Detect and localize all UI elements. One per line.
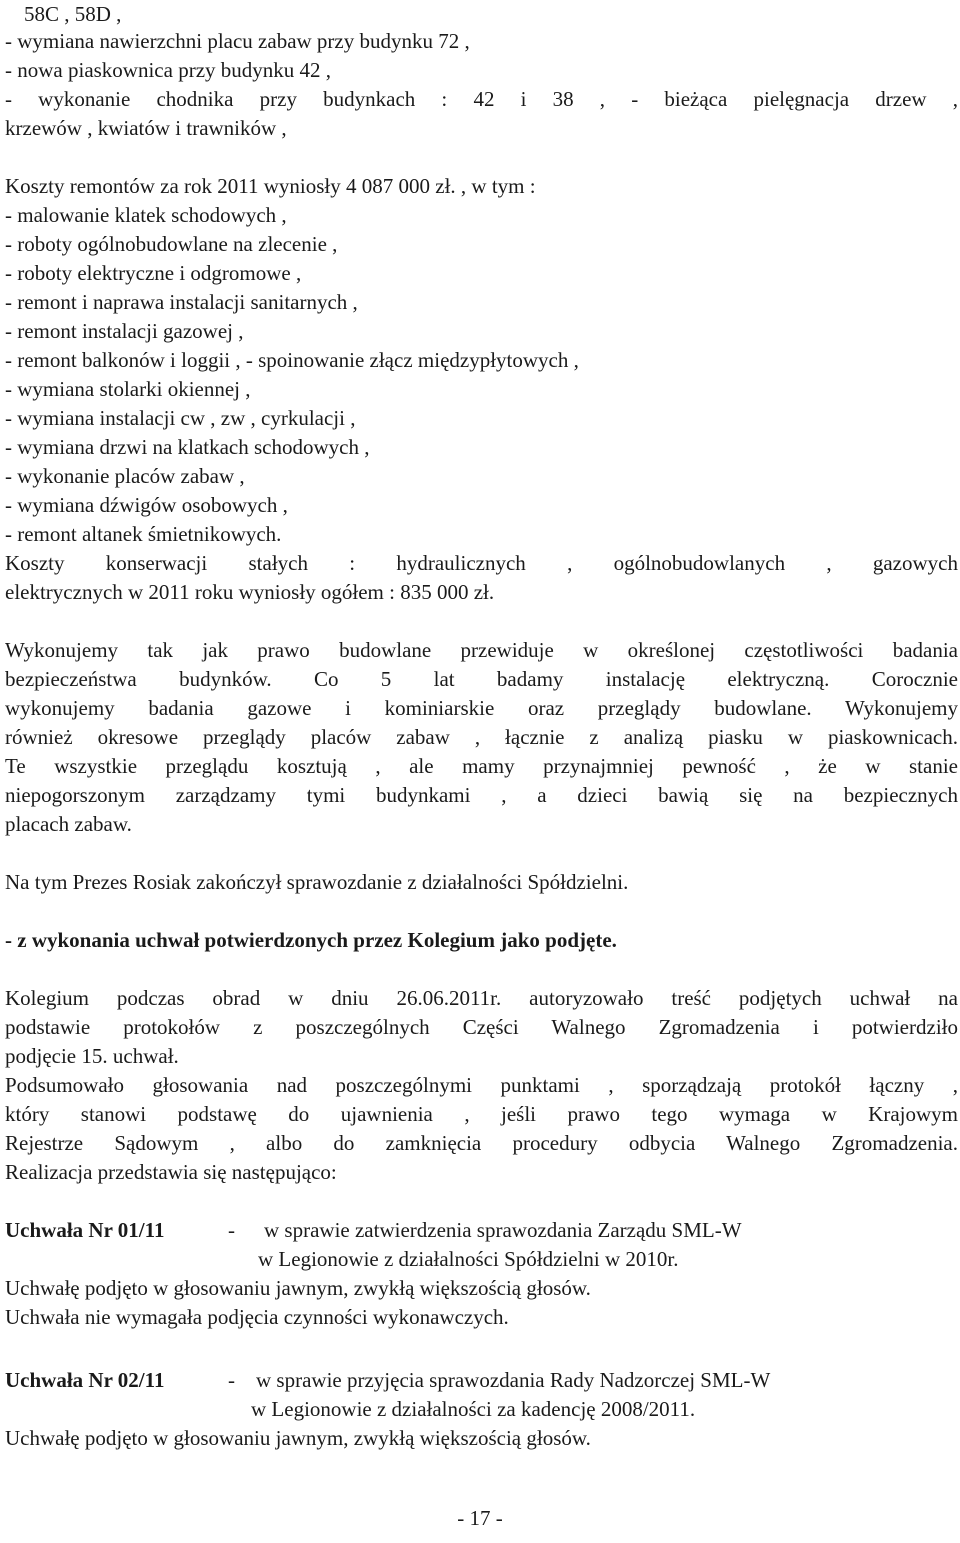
list-item: - roboty ogólnobudowlane na zlecenie ,: [5, 232, 338, 256]
paragraph-line: niepogorszonym zarządzamy tymi budynkami , a dzieci bawią się na bezpiecznych: [5, 783, 958, 807]
paragraph-line: Realizacja przedstawia się następująco:: [5, 1160, 337, 1184]
list-item: - wykonanie placów zabaw ,: [5, 464, 245, 488]
paragraph-line: Te wszystkie przeglądu kosztują , ale mamy przynajmniej pewność , że w stanie: [5, 754, 958, 778]
list-item: - remont balkonów i loggii , - spoinowanie złącz międzypłytowych ,: [5, 348, 579, 372]
resolution-note: Uchwałę podjęto w głosowaniu jawnym, zwykłą większością głosów.: [5, 1276, 591, 1300]
resolution-dash: -: [228, 1368, 235, 1392]
list-item: - wykonanie chodnika przy budynkach : 42 i 38 , - bieżąca pielęgnacja drzew ,: [5, 87, 958, 111]
list-item: - remont altanek śmietnikowych.: [5, 522, 282, 546]
list-item: - wymiana dźwigów osobowych ,: [5, 493, 288, 517]
list-item: - wymiana nawierzchni placu zabaw przy budynku 72 ,: [5, 29, 470, 53]
resolution-number: Uchwała Nr 02/11: [5, 1368, 165, 1392]
closing-sentence: Na tym Prezes Rosiak zakończył sprawozdanie z działalności Spółdzielni.: [5, 870, 629, 894]
paragraph-line: Podsumowało głosowania nad poszczególnymi punktami , sporządzają protokół łączny ,: [5, 1073, 958, 1097]
resolution-title: w Legionowie z działalności za kadencję 2008/2011.: [251, 1397, 696, 1421]
list-item: - malowanie klatek schodowych ,: [5, 203, 287, 227]
text-line: krzewów , kwiatów i trawników ,: [5, 116, 287, 140]
resolution-note: Uchwałę podjęto w głosowaniu jawnym, zwykłą większością głosów.: [5, 1426, 591, 1450]
list-item: - wymiana instalacji cw , zw , cyrkulacji ,: [5, 406, 356, 430]
paragraph-line: Kolegium podczas obrad w dniu 26.06.2011r. autoryzowało treść podjętych uchwał na: [5, 986, 958, 1010]
resolution-title: w sprawie przyjęcia sprawozdania Rady Nadzorczej SML-W: [256, 1368, 771, 1392]
paragraph-line: bezpieczeństwa budynków. Co 5 lat badamy instalację elektryczną. Corocznie: [5, 667, 958, 691]
paragraph-line: podjęcie 15. uchwał.: [5, 1044, 179, 1068]
section-heading: - z wykonania uchwał potwierdzonych przez Kolegium jako podjęte.: [5, 928, 617, 952]
resolution-number: Uchwała Nr 01/11: [5, 1218, 165, 1242]
list-item: - nowa piaskownica przy budynku 42 ,: [5, 58, 332, 82]
text-line: 58C , 58D ,: [24, 2, 122, 26]
paragraph-line: podstawie protokołów z poszczególnych Części Walnego Zgromadzenia i potwierdziło: [5, 1015, 958, 1039]
maintenance-text: elektrycznych w 2011 roku wyniosły ogółem : 835 000 zł.: [5, 580, 495, 604]
repairs-intro: Koszty remontów za rok 2011 wyniosły 4 087 000 zł. , w tym :: [5, 174, 536, 198]
paragraph-line: Rejestrze Sądowym , albo do zamknięcia procedury odbycia Walnego Zgromadzenia.: [5, 1131, 958, 1155]
maintenance-text: Koszty konserwacji stałych : hydraulicznych , ogólnobudowlanych , gazowych: [5, 551, 958, 575]
paragraph-line: który stanowi podstawę do ujawnienia , jeśli prawo tego wymaga w Krajowym: [5, 1102, 958, 1126]
list-item: - remont i naprawa instalacji sanitarnych ,: [5, 290, 358, 314]
resolution-dash: -: [228, 1218, 235, 1242]
list-item: - wymiana stolarki okiennej ,: [5, 377, 251, 401]
list-item: - roboty elektryczne i odgromowe ,: [5, 261, 302, 285]
list-item: - remont instalacji gazowej ,: [5, 319, 244, 343]
paragraph-line: również okresowe przeglądy placów zabaw , łącznie z analizą piasku w piaskownicach.: [5, 725, 958, 749]
list-item: - wymiana drzwi na klatkach schodowych ,: [5, 435, 370, 459]
resolution-title: w sprawie zatwierdzenia sprawozdania Zarządu SML-W: [264, 1218, 742, 1242]
paragraph-line: wykonujemy badania gazowe i kominiarskie oraz przeglądy budowlane. Wykonujemy: [5, 696, 958, 720]
resolution-note: Uchwała nie wymagała podjęcia czynności wykonawczych.: [5, 1305, 509, 1329]
resolution-title: w Legionowie z działalności Spółdzielni w 2010r.: [258, 1247, 679, 1271]
paragraph-line: Wykonujemy tak jak prawo budowlane przewiduje w określonej częstotliwości badania: [5, 638, 958, 662]
paragraph-line: placach zabaw.: [5, 812, 132, 836]
page-number: - 17 -: [457, 1506, 503, 1530]
